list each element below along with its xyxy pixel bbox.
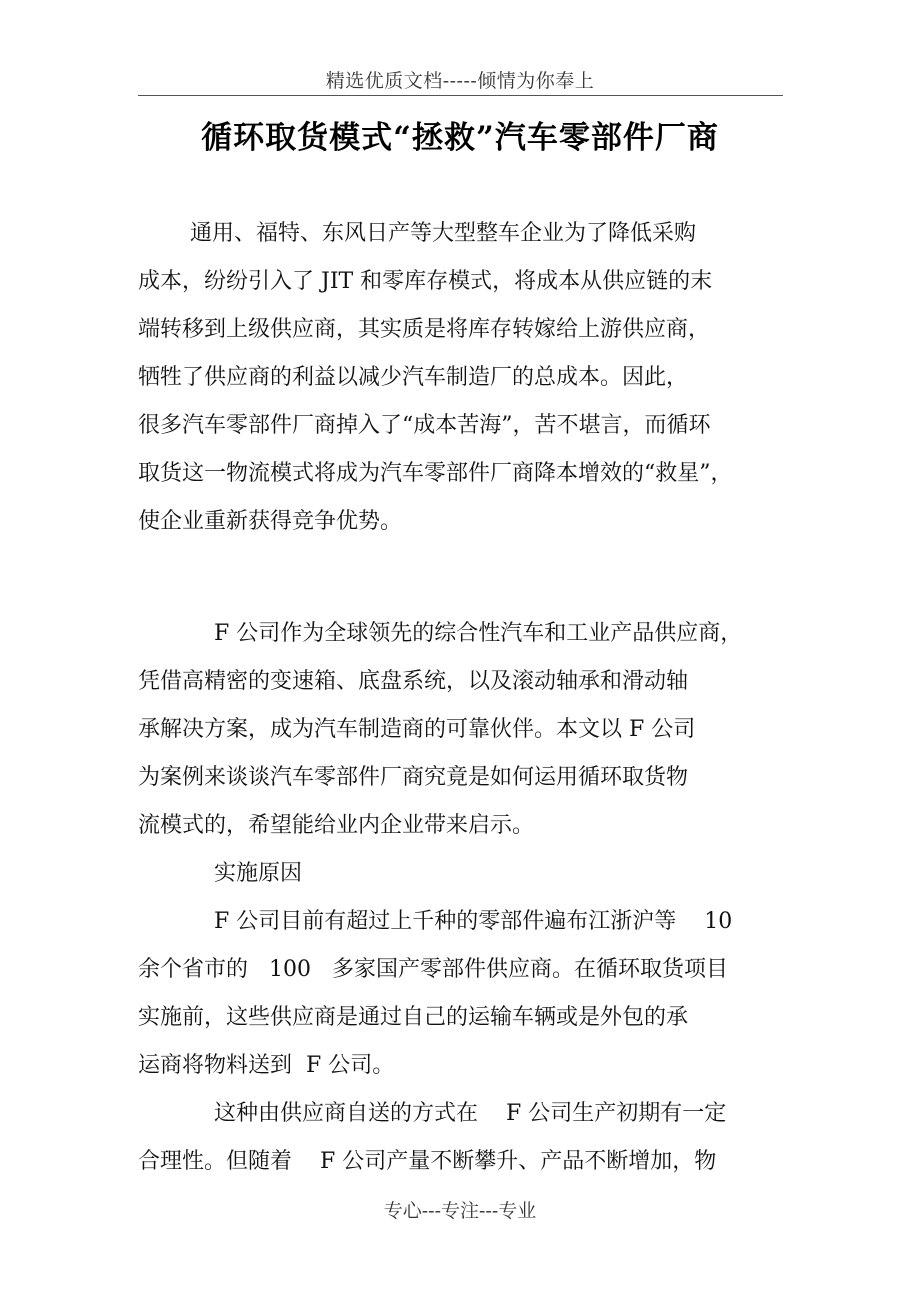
text-line: 为案例来谈谈汽车零部件厂商究竟是如何运用循环取货物 (138, 765, 689, 790)
text-line: 承解决方案，成为汽车制造商的可靠伙伴。本文以 F 公司 (138, 717, 696, 742)
text-line: 取货这一物流模式将成为汽车零部件厂商降本增效的“救星”， (138, 461, 733, 486)
text-line: 合理性。但随着 F 公司产量不断攀升、产品不断增加，物 (138, 1149, 717, 1174)
text-line: 牺牲了供应商的利益以减少汽车制造厂的总成本。因此， (138, 365, 689, 390)
page-header: 精选优质文档-----倾情为你奉上 (325, 70, 595, 92)
document-body (138, 210, 788, 1186)
document-title: 循环取货模式“拯救”汽车零部件厂商 (201, 120, 719, 156)
paragraph-2 (138, 610, 788, 850)
text-line: 端转移到上级供应商，其实质是将库存转嫁给上游供应商， (138, 317, 711, 342)
text-line: 余个省市的 100 多家国产零部件供应商。在循环取货项目 (138, 957, 728, 982)
paragraph-gap (138, 546, 788, 610)
text-line: 流模式的，希望能给业内企业带来启示。 (138, 813, 535, 838)
text-line: 这种由供应商自送的方式在 F 公司生产初期有一定 (214, 1101, 727, 1126)
page-footer: 专心---专注---专业 (383, 1200, 537, 1222)
text-line: 成本，纷纷引入了 JIT 和零库存模式，将成本从供应链的末 (138, 269, 713, 294)
header-divider (138, 95, 783, 96)
paragraph-1 (138, 210, 788, 546)
text-line: 很多汽车零部件厂商掉入了“成本苦海”，苦不堪言，而循环 (138, 413, 711, 438)
paragraph-4 (138, 1090, 788, 1186)
text-line: 运商将物料送到 F 公司。 (138, 1053, 395, 1078)
text-line: 凭借高精密的变速箱、底盘系统，以及滚动轴承和滑动轴 (138, 669, 689, 694)
section-heading: 实施原因 (214, 861, 303, 886)
text-line: 通用、福特、东风日产等大型整车企业为了降低采购 (190, 221, 697, 246)
text-line: 使企业重新获得竞争优势。 (138, 509, 403, 534)
text-line: F 公司目前有超过上千种的零部件遍布江浙沪等 10 (214, 909, 733, 934)
text-line: F 公司作为全球领先的综合性汽车和工业产品供应商， (214, 621, 743, 646)
text-line: 实施前，这些供应商是通过自己的运输车辆或是外包的承 (138, 1005, 689, 1030)
paragraph-3 (138, 898, 788, 1090)
